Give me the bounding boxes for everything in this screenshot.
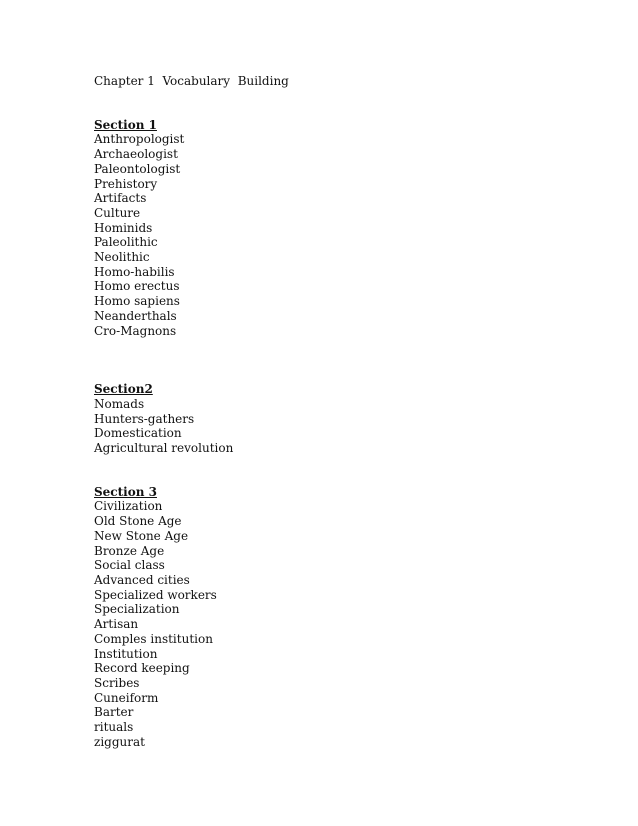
vocab-term: Barter [94, 705, 134, 720]
vocab-term: Homo erectus [94, 279, 180, 294]
vocab-term: Hominids [94, 220, 153, 235]
section-2-term-list [94, 397, 594, 456]
vocab-term: Advanced cities [94, 572, 190, 587]
vocab-term: Homo sapiens [94, 294, 180, 309]
vocab-term: Prehistory [94, 176, 158, 191]
section-2 [94, 382, 594, 456]
vocab-term: Domestication [94, 426, 182, 441]
vocab-term: Bronze Age [94, 543, 165, 558]
vocab-term: Anthropologist [94, 132, 185, 147]
vocab-term: Neolithic [94, 250, 150, 265]
vocab-term: Agricultural revolution [94, 441, 234, 456]
vocab-term: Artifacts [94, 191, 147, 206]
vocab-term: Scribes [94, 675, 140, 690]
vocab-term: Paleontologist [94, 161, 181, 176]
vocab-term: Cro-Magnons [94, 323, 177, 338]
section-2-heading: Section2 [94, 382, 153, 397]
vocab-term: Old Stone Age [94, 514, 182, 529]
section-1-term-list [94, 132, 594, 338]
vocab-term: rituals [94, 720, 134, 735]
section-1-heading: Section 1 [94, 117, 157, 132]
vocab-term: Comples institution [94, 631, 213, 646]
vocab-term: Nomads [94, 396, 145, 411]
section-1 [94, 118, 594, 339]
vocab-term: Cuneiform [94, 690, 159, 705]
vocab-term: Archaeologist [94, 147, 178, 162]
vocab-term: Civilization [94, 499, 163, 514]
vocab-term: Social class [94, 558, 165, 573]
vocab-term: Specialization [94, 602, 180, 617]
vocab-term: Record keeping [94, 661, 190, 676]
vocab-term: Homo-habilis [94, 264, 175, 279]
vocab-term: Neanderthals [94, 308, 177, 323]
section-3 [94, 485, 594, 750]
document-page [94, 74, 594, 749]
section-3-heading: Section 3 [94, 484, 157, 499]
vocab-term: ziggurat [94, 734, 145, 749]
vocab-term: Culture [94, 205, 141, 220]
vocab-term: Artisan [94, 617, 139, 632]
vocab-term: Paleolithic [94, 235, 158, 250]
vocab-term: Institution [94, 646, 158, 661]
vocab-term: Specialized workers [94, 587, 217, 602]
vocab-term: Hunters-gathers [94, 411, 195, 426]
vocab-term: New Stone Age [94, 528, 189, 543]
section-3-term-list [94, 499, 594, 749]
document-title: Chapter 1 Vocabulary Building [94, 74, 289, 88]
